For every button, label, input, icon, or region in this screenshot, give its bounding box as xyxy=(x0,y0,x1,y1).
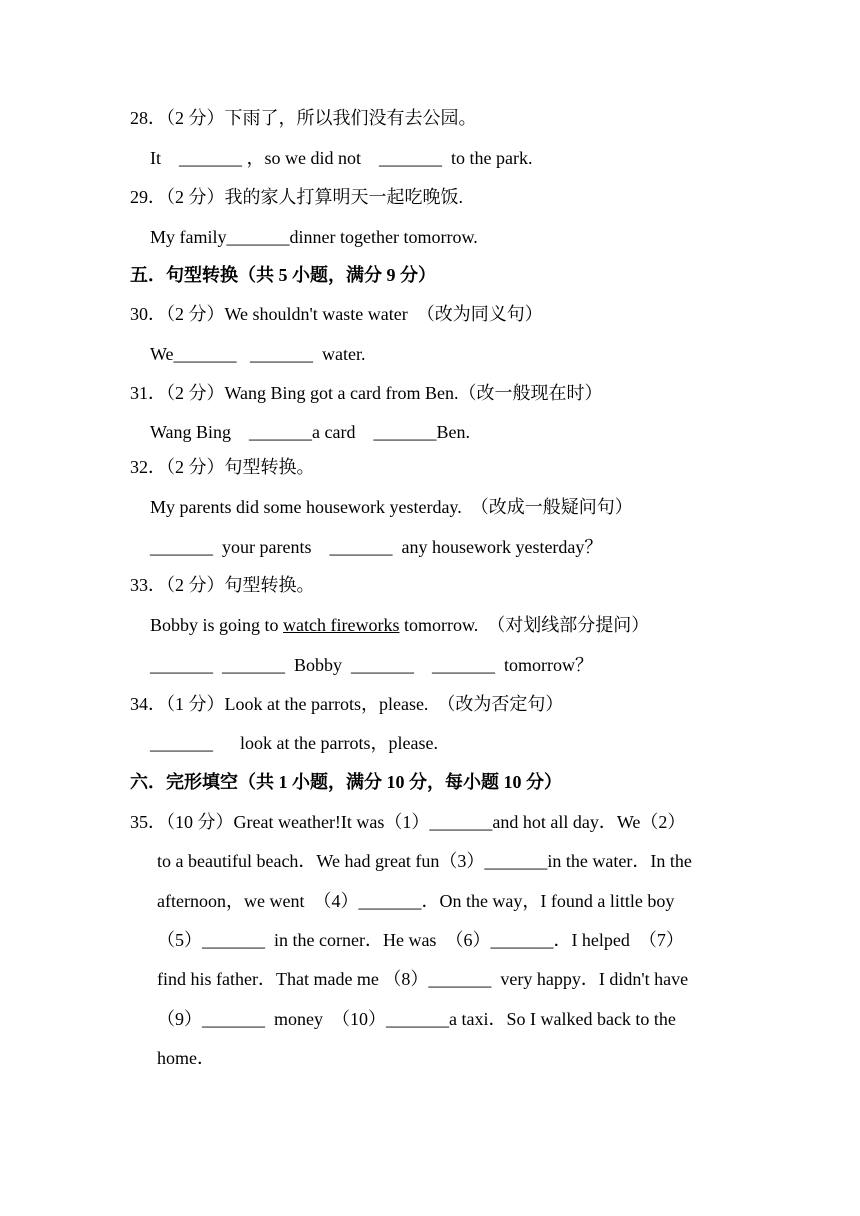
q34-stem: 34．（1 分）Look at the parrots，please. （改为否定句） xyxy=(130,694,564,714)
q35-line-1: 35．（10 分）Great weather!It was（1）_______and hot all day．We（2） xyxy=(130,812,686,832)
q31-stem: 31．（2 分）Wang Bing got a card from Ben.（改一般现在时） xyxy=(130,383,603,403)
q35-line-5: find his father．That made me （8）_______ very happy．I didn't have xyxy=(157,969,689,989)
q28-stem: 28．（2 分）下雨了，所以我们没有去公园。 xyxy=(130,108,477,128)
q35-line-4: （5）_______ in the corner．He was （6）_______．I helped （7） xyxy=(157,930,684,950)
q33-sentence-post: tomorrow. （对划线部分提问） xyxy=(399,615,650,635)
q33-stem: 33．（2 分）句型转换。 xyxy=(130,575,315,595)
q29-stem: 29．（2 分）我的家人打算明天一起吃晚饭. xyxy=(130,187,463,207)
q35-line-2: to a beautiful beach．We had great fun（3）_______in the water．In the xyxy=(157,851,692,871)
q30-stem: 30．（2 分）We shouldn't waste water （改为同义句） xyxy=(130,304,543,324)
q33-underlined-phrase: watch fireworks xyxy=(283,615,400,635)
q35-line-7: home． xyxy=(157,1048,215,1068)
q29-answer: My family_______dinner together tomorrow. xyxy=(150,227,478,247)
q32-stem: 32．（2 分）句型转换。 xyxy=(130,457,315,477)
q35-line-3: afternoon，we went （4）_______．On the way，I found a little boy xyxy=(157,891,675,911)
q35-line-6: （9）_______ money （10）_______a taxi．So I walked back to the xyxy=(157,1009,676,1029)
q32-sentence: My parents did some housework yesterday. （改成一般疑问句） xyxy=(150,497,633,517)
section-5-title: 五．句型转换（共 5 小题，满分 9 分） xyxy=(130,265,436,285)
q33-sentence-pre: Bobby is going to xyxy=(150,615,284,635)
q32-answer: _______ your parents _______ any housework yesterday？ xyxy=(150,537,603,557)
q34-answer: _______ look at the parrots，please. xyxy=(150,733,438,753)
q28-answer: It _______ ，so we did not _______ to the park. xyxy=(150,148,533,168)
q31-answer: Wang Bing _______a card _______Ben. xyxy=(150,422,471,442)
q33-answer: _______ _______ Bobby _______ _______ tomorrow？ xyxy=(150,655,593,675)
q30-answer: We_______ _______ water. xyxy=(150,344,366,364)
section-6-title: 六．完形填空（共 1 小题，满分 10 分，每小题 10 分） xyxy=(130,772,562,792)
q33-sentence xyxy=(150,613,649,637)
